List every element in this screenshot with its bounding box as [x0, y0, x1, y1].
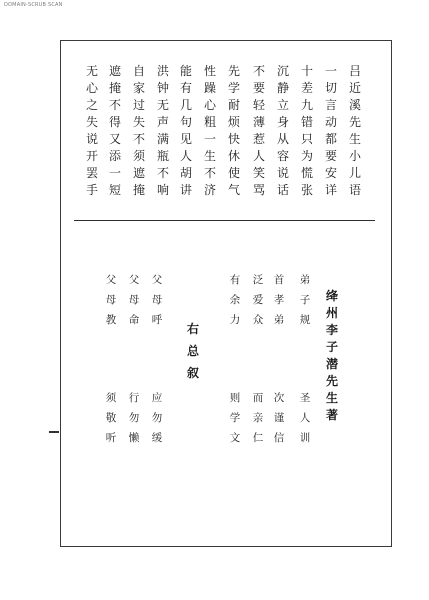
verse-column: 十 差 九 错 只 为 慌 张 [300, 64, 313, 197]
verse-column: 不 要 轻 薄 惹 人 笑 骂 [252, 64, 265, 197]
verse-column: 吕 近 溪 先 生 小 儿 语 [348, 64, 361, 197]
book-title-text: 绛 州 李 子 潜 先 生 著 [325, 289, 338, 422]
section-heading [185, 318, 201, 384]
verse-column: 无 心 之 失 说 开 罢 手 [85, 64, 98, 197]
verse-line-top: 弟 子 规 [299, 274, 311, 326]
verse-column: 遮 掩 不 得 又 添 一 短 [108, 64, 121, 197]
verse-line-top: 泛 爱 众 [252, 274, 264, 326]
verse-column: 性 躁 心 粗 一 生 不 济 [203, 64, 216, 197]
verse-line-top: 有 余 力 [229, 274, 241, 326]
verse-line-bottom: 次 谨 信 [273, 392, 285, 444]
verse-line-bottom: 行 勿 懒 [128, 392, 140, 444]
verse-column: 一 切 言 动 都 要 安 详 [324, 64, 337, 197]
verse-column: 先 学 耐 烦 快 休 使 气 [227, 64, 240, 197]
verse-line-top: 首 孝 弟 [273, 274, 285, 326]
verse-line-top: 父 母 教 [105, 274, 117, 326]
verse-column: 能 有 几 句 见 人 胡 讲 [179, 64, 192, 197]
margin-tick-mark [49, 431, 59, 433]
verse-column: 沉 静 立 身 从 容 说 话 [276, 64, 289, 197]
book-title [324, 288, 340, 424]
verse-line-top: 父 母 命 [128, 274, 140, 326]
verse-line-bottom: 而 亲 仁 [252, 392, 264, 444]
verse-line-bottom: 应 勿 缓 [151, 392, 163, 444]
verse-line-bottom: 须 敬 听 [105, 392, 117, 444]
verse-line-bottom: 则 学 文 [229, 392, 241, 444]
verse-line-top: 父 母 呼 [151, 274, 163, 326]
verse-line-bottom: 圣 人 训 [299, 392, 311, 444]
verse-column: 自 家 过 失 不 须 遮 掩 [132, 64, 145, 197]
section-heading-text: 右 总 叙 [186, 322, 199, 380]
verse-column: 洪 钟 无 声 满 瓶 不 响 [156, 64, 169, 197]
scan-source-tag: DOMAIN-SCRUB SCAN [4, 2, 63, 8]
